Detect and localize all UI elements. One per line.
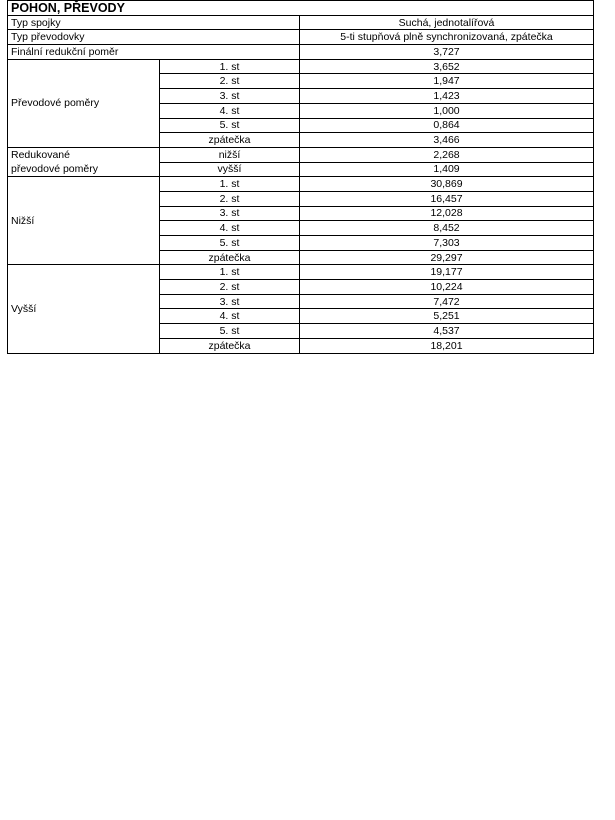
group-label-line: převodové poměry	[11, 163, 98, 176]
gear-value: 1,947	[300, 74, 594, 89]
gear-label: zpátečka	[160, 250, 300, 265]
gear-value: 18,201	[300, 338, 594, 353]
table-row	[8, 30, 594, 45]
gear-value: 16,457	[300, 191, 594, 206]
row-label: Finální redukční poměr	[8, 45, 300, 60]
gear-value: 30,869	[300, 177, 594, 192]
title-row	[8, 1, 594, 16]
table-row	[8, 265, 594, 280]
gear-value: 0,864	[300, 118, 594, 133]
group-label-reduced-ratios	[8, 147, 160, 176]
group-label-line: Redukované	[11, 149, 70, 162]
gear-value: 5,251	[300, 309, 594, 324]
gear-label: zpátečka	[160, 338, 300, 353]
table-row	[8, 45, 594, 60]
gear-label: 1. st	[160, 59, 300, 74]
row-value: 5-ti stupňová plně synchronizovaná, zpátečka	[300, 30, 594, 45]
table-row	[8, 147, 594, 162]
gear-label: 1. st	[160, 265, 300, 280]
gear-label: 3. st	[160, 294, 300, 309]
gear-value: 8,452	[300, 221, 594, 236]
gear-value: 1,000	[300, 103, 594, 118]
gear-value: 19,177	[300, 265, 594, 280]
row-value: 3,727	[300, 45, 594, 60]
gear-value: 29,297	[300, 250, 594, 265]
gear-label: 4. st	[160, 221, 300, 236]
table-row	[8, 177, 594, 192]
gear-label: nižší	[160, 147, 300, 162]
gear-value: 1,423	[300, 89, 594, 104]
gear-label: 5. st	[160, 236, 300, 251]
gear-value: 3,466	[300, 133, 594, 148]
gear-label: 5. st	[160, 324, 300, 339]
gear-label: vyšší	[160, 162, 300, 177]
gear-label: 2. st	[160, 74, 300, 89]
gear-value: 12,028	[300, 206, 594, 221]
gear-label: 3. st	[160, 89, 300, 104]
row-value: Suchá, jednotalířová	[300, 15, 594, 30]
drivetrain-spec-table	[7, 0, 594, 354]
gear-label: 2. st	[160, 280, 300, 295]
drivetrain-spec-document	[7, 0, 593, 354]
table-row	[8, 15, 594, 30]
gear-value: 7,472	[300, 294, 594, 309]
gear-label: 5. st	[160, 118, 300, 133]
table-row	[8, 59, 594, 74]
group-label-gear-ratios: Převodové poměry	[8, 59, 160, 147]
table-title: POHON, PŘEVODY	[8, 1, 594, 16]
gear-value: 3,652	[300, 59, 594, 74]
gear-value: 4,537	[300, 324, 594, 339]
group-label-lower: Nižší	[8, 177, 160, 265]
gear-label: 1. st	[160, 177, 300, 192]
row-label: Typ spojky	[8, 15, 300, 30]
row-label: Typ převodovky	[8, 30, 300, 45]
gear-value: 7,303	[300, 236, 594, 251]
gear-value: 10,224	[300, 280, 594, 295]
gear-label: 4. st	[160, 309, 300, 324]
gear-label: 2. st	[160, 191, 300, 206]
gear-label: zpátečka	[160, 133, 300, 148]
gear-label: 3. st	[160, 206, 300, 221]
group-label-higher: Vyšší	[8, 265, 160, 353]
gear-label: 4. st	[160, 103, 300, 118]
gear-value: 1,409	[300, 162, 594, 177]
gear-value: 2,268	[300, 147, 594, 162]
